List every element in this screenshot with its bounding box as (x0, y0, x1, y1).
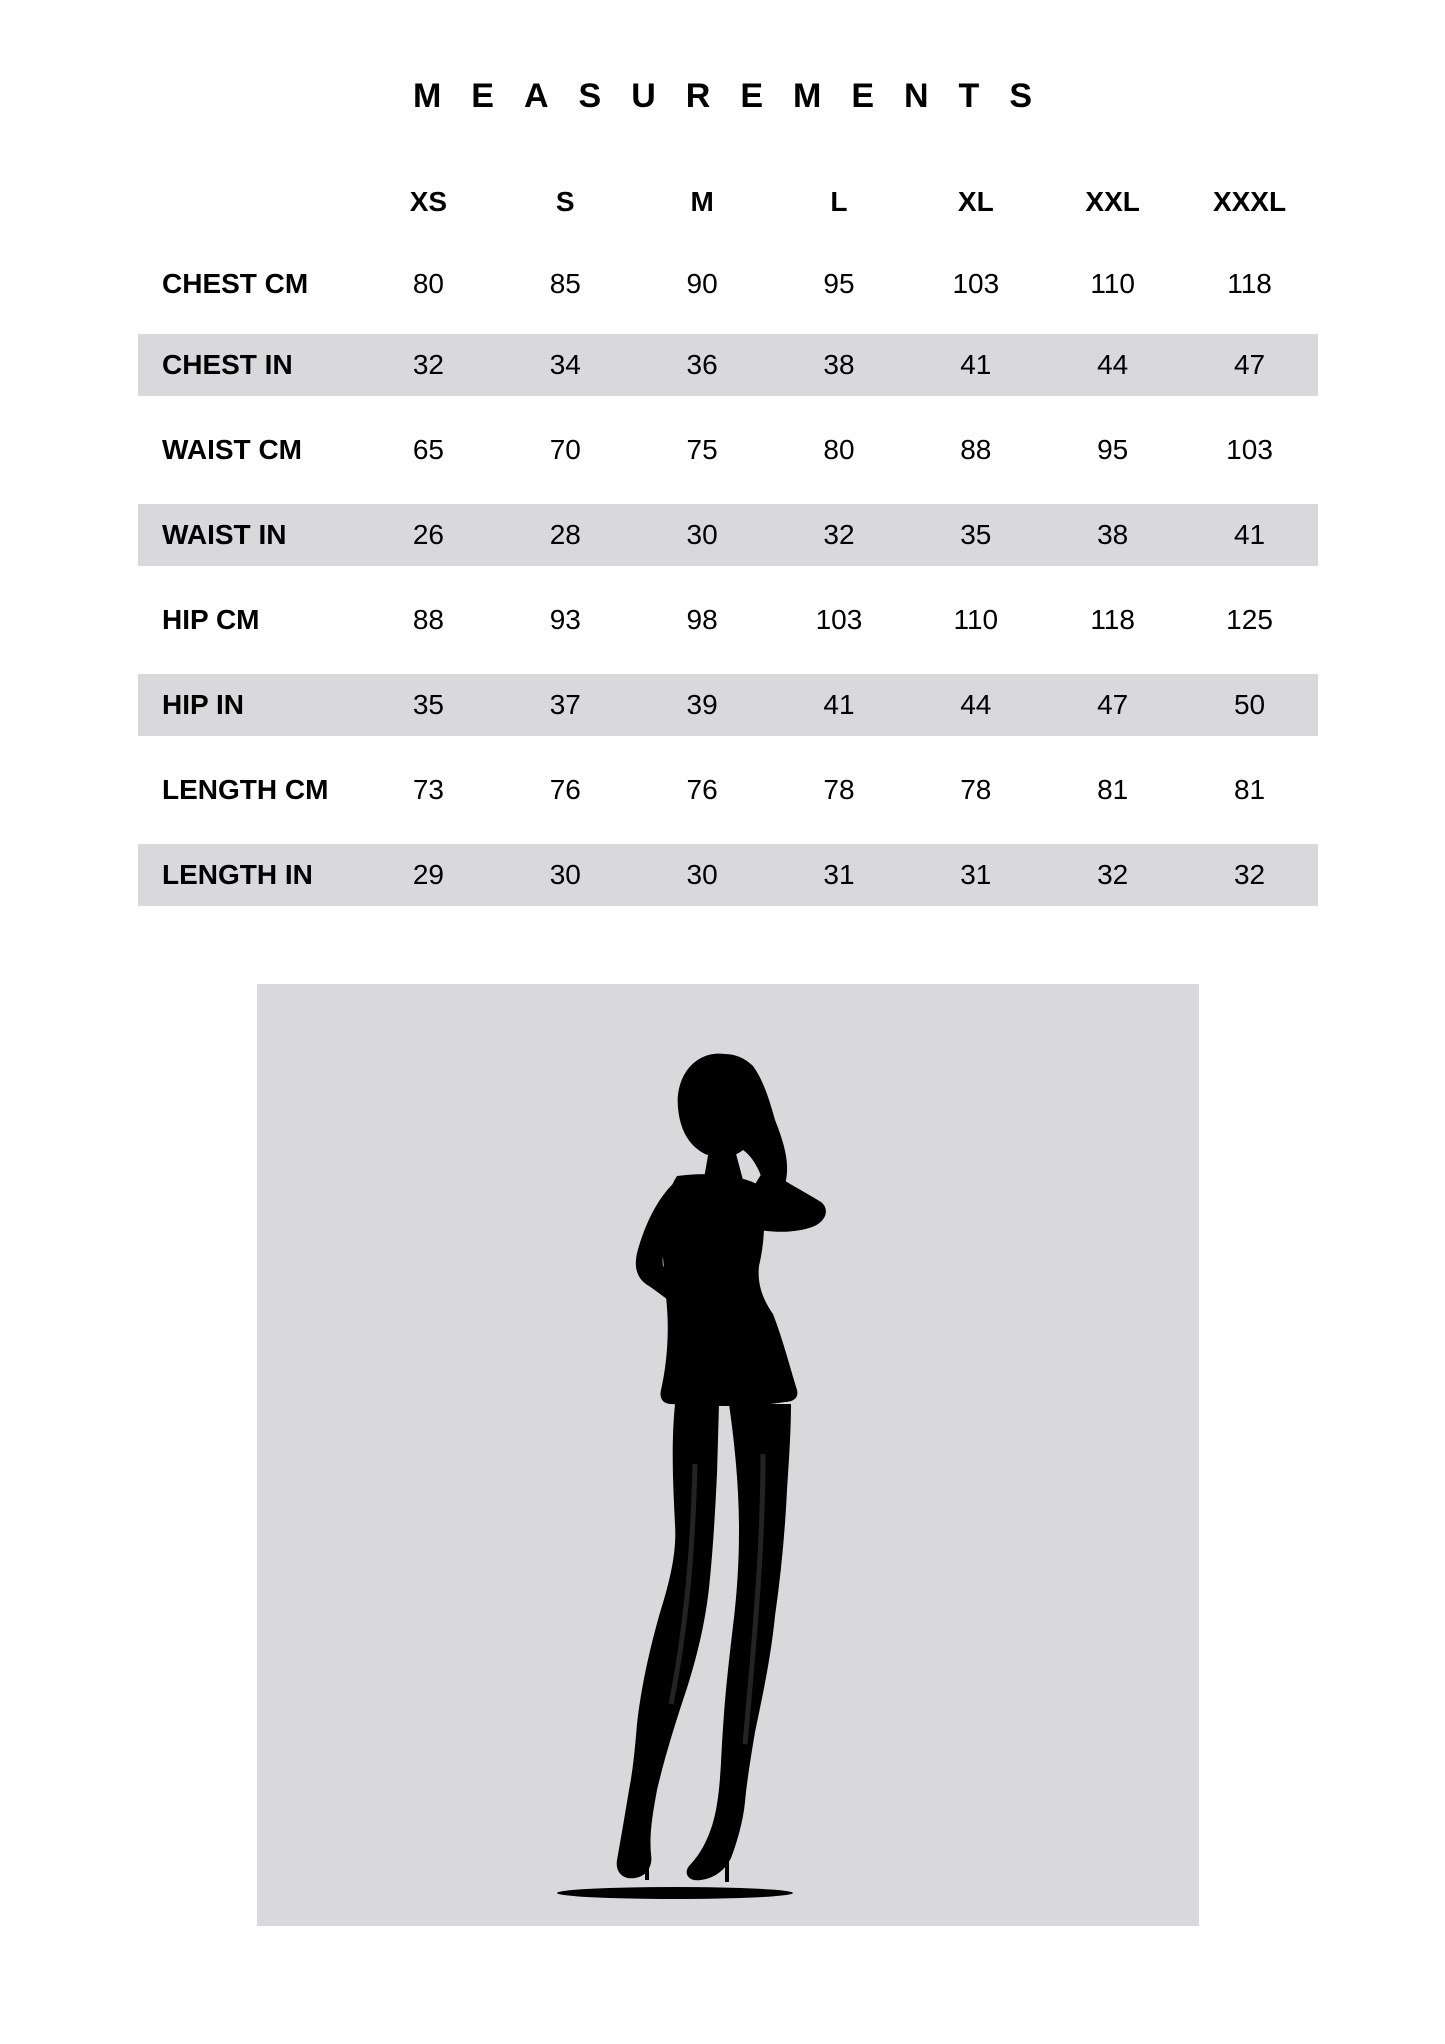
measurement-cell: 34 (497, 334, 634, 396)
measurement-cell: 26 (360, 504, 497, 566)
measurement-row (138, 504, 1318, 566)
measurement-cell: 31 (907, 844, 1044, 906)
measurement-row (138, 396, 1318, 504)
measurement-cell: 30 (634, 844, 771, 906)
size-header: M (690, 186, 714, 217)
measurement-cell: 75 (686, 434, 718, 465)
row-label: CHEST CM (162, 268, 309, 299)
measurement-cell: 65 (412, 434, 444, 465)
measurement-cell: 95 (1097, 434, 1129, 465)
size-header: XL (957, 186, 994, 217)
measurement-cell: 29 (360, 844, 497, 906)
measurement-cell: 90 (686, 268, 718, 299)
measurement-cell: 32 (771, 504, 908, 566)
row-label: HIP IN (138, 674, 360, 736)
measurement-cell: 32 (1044, 844, 1181, 906)
measurement-cell: 118 (1227, 268, 1272, 299)
measurement-cell: 93 (549, 604, 581, 635)
size-header: L (830, 186, 848, 217)
measurement-cell: 41 (771, 674, 908, 736)
measurement-cell: 35 (360, 674, 497, 736)
measurement-cell: 98 (686, 604, 718, 635)
measurement-cell: 88 (412, 604, 444, 635)
measurement-row (138, 334, 1318, 396)
measurement-cell: 38 (1044, 504, 1181, 566)
measurement-cell: 110 (953, 604, 999, 635)
measurement-cell: 36 (634, 334, 771, 396)
woman-silhouette-icon (257, 984, 1199, 1926)
measurement-cell: 32 (1181, 844, 1318, 906)
row-label: LENGTH IN (138, 844, 360, 906)
measurement-cell: 110 (1090, 268, 1135, 299)
measurement-cell: 44 (1044, 334, 1181, 396)
size-header: S (555, 186, 575, 217)
measurement-cell: 118 (1090, 604, 1135, 635)
measurement-cell: 37 (497, 674, 634, 736)
measurement-cell: 81 (1097, 774, 1129, 805)
measurement-cell: 103 (952, 268, 1000, 299)
measurement-cell: 76 (549, 774, 581, 805)
measurement-cell: 35 (907, 504, 1044, 566)
measurement-cell: 103 (1226, 434, 1273, 465)
measurement-cell: 80 (412, 268, 444, 299)
measurement-row (138, 844, 1318, 906)
measurement-cell: 70 (549, 434, 581, 465)
model-illustration-panel (257, 984, 1199, 1926)
measurement-cell: 81 (1233, 774, 1266, 805)
measurement-cell: 32 (360, 334, 497, 396)
measurement-cell: 73 (412, 774, 444, 805)
measurement-cell: 50 (1181, 674, 1318, 736)
measurement-cell: 125 (1226, 604, 1273, 635)
page-title: MEASUREMENTS (412, 77, 1063, 115)
measurement-cell: 47 (1181, 334, 1318, 396)
measurement-cell: 95 (823, 268, 855, 299)
size-header-row (138, 170, 1318, 234)
row-label: HIP CM (162, 604, 260, 635)
size-chart-table (138, 170, 1318, 906)
measurement-cell: 31 (771, 844, 908, 906)
measurement-row (138, 566, 1318, 674)
measurement-cell: 39 (634, 674, 771, 736)
row-label: CHEST IN (138, 334, 360, 396)
size-header: XS (409, 186, 448, 217)
measurement-cell: 88 (960, 434, 992, 465)
measurement-row (138, 736, 1318, 844)
measurement-cell: 78 (960, 774, 992, 805)
measurement-cell: 76 (686, 774, 718, 805)
measurement-cell: 47 (1044, 674, 1181, 736)
measurement-cell: 78 (823, 774, 855, 805)
measurement-cell: 41 (907, 334, 1044, 396)
measurement-row (138, 674, 1318, 736)
measurement-cell: 41 (1181, 504, 1318, 566)
measurement-cell: 80 (823, 434, 855, 465)
row-label: LENGTH CM (162, 774, 329, 805)
measurement-cell: 30 (497, 844, 634, 906)
size-header: XXXL (1212, 186, 1287, 217)
row-label: WAIST CM (162, 434, 302, 465)
measurement-cell: 85 (549, 268, 581, 299)
measurement-cell: 44 (907, 674, 1044, 736)
measurement-cell: 38 (771, 334, 908, 396)
measurement-row (138, 234, 1318, 334)
measurement-cell: 30 (634, 504, 771, 566)
row-label: WAIST IN (138, 504, 360, 566)
size-header: XXL (1085, 186, 1140, 217)
measurement-cell: 103 (815, 604, 863, 635)
measurement-cell: 28 (497, 504, 634, 566)
header-blank (138, 170, 360, 234)
